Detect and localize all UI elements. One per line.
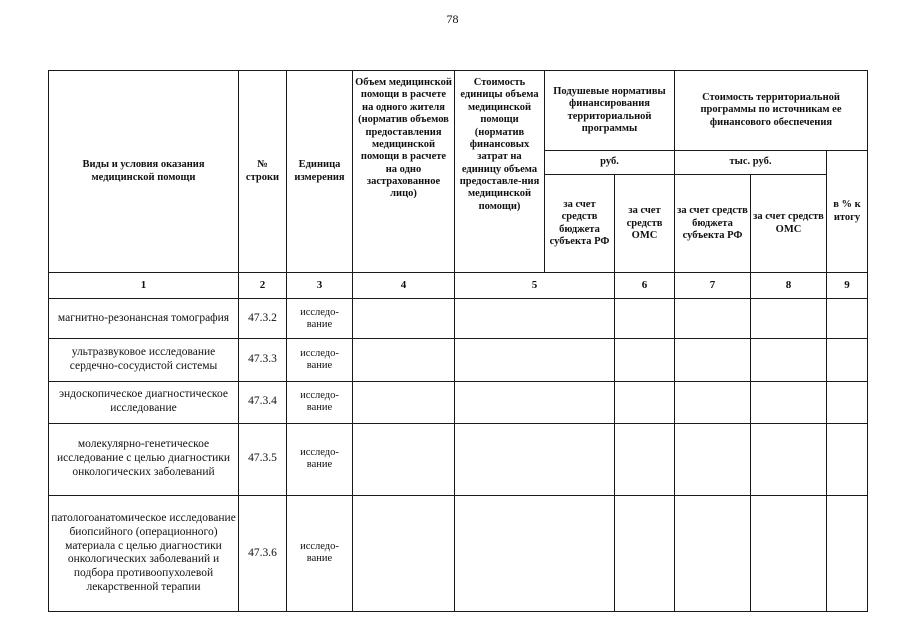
column-number: 4 <box>353 273 455 299</box>
page-number: 78 <box>446 12 459 26</box>
column-number: 2 <box>239 273 287 299</box>
column-number: 5 <box>455 273 615 299</box>
header-kinds: Виды и условия оказания медицинской помощи <box>49 71 239 273</box>
row-name: патологоанатомическое исследование биопсийного (операционного) материала с целью диагностики онкологических заболеваний и подбора противоопухолевой лекарственной терапии <box>49 495 239 611</box>
row-cell-percent <box>827 299 868 339</box>
row-unit: исследо-вание <box>287 423 353 495</box>
row-cell-oms-rub <box>615 423 675 495</box>
table-row <box>49 299 868 339</box>
row-name: молекулярно-генетическое исследование с целью диагностики онкологических заболеваний <box>49 423 239 495</box>
row-code: 47.3.3 <box>239 339 287 381</box>
row-cell-cost <box>455 339 615 381</box>
table-row <box>49 495 868 611</box>
row-cell-oms-thousand <box>751 381 827 423</box>
table-row <box>49 339 868 381</box>
column-number: 6 <box>615 273 675 299</box>
row-name: эндоскопическое диагностическое исследование <box>49 381 239 423</box>
row-cell-cost <box>455 299 615 339</box>
row-cell-oms-thousand <box>751 339 827 381</box>
row-cell-oms-thousand <box>751 423 827 495</box>
row-cell-budget-thousand <box>675 381 751 423</box>
header-percent: в % к итогу <box>827 151 868 273</box>
header-budget-rub: за счет средств бюджета субъекта РФ <box>545 175 615 273</box>
header-oms-rub: за счет средств ОМС <box>615 175 675 273</box>
header-per-capita: Подушевые нормативы финансирования территориальной программы <box>545 71 675 151</box>
row-cell-oms-thousand <box>751 299 827 339</box>
row-cell-cost <box>455 423 615 495</box>
header-oms-thousand: за счет средств ОМС <box>751 175 827 273</box>
table-row <box>49 381 868 423</box>
header-unit-thousand-rub: тыс. руб. <box>675 151 827 175</box>
row-cell-volume <box>353 495 455 611</box>
row-cell-oms-rub <box>615 381 675 423</box>
row-cell-oms-rub <box>615 339 675 381</box>
column-number: 3 <box>287 273 353 299</box>
row-name: магнитно-резонансная томография <box>49 299 239 339</box>
row-cell-percent <box>827 423 868 495</box>
row-cell-percent <box>827 381 868 423</box>
column-number: 8 <box>751 273 827 299</box>
row-cell-volume <box>353 423 455 495</box>
table-row <box>49 423 868 495</box>
header-unit: Единица измерения <box>287 71 353 273</box>
row-unit: исследо-вание <box>287 299 353 339</box>
row-cell-oms-thousand <box>751 495 827 611</box>
header-budget-thousand: за счет средств бюджета субъекта РФ <box>675 175 751 273</box>
row-code: 47.3.2 <box>239 299 287 339</box>
header-row-number: № строки <box>239 71 287 273</box>
row-name: ультразвуковое исследование сердечно-сосудистой системы <box>49 339 239 381</box>
row-cell-oms-rub <box>615 299 675 339</box>
row-cell-cost <box>455 381 615 423</box>
row-cell-volume <box>353 381 455 423</box>
row-cell-volume <box>353 339 455 381</box>
column-number: 1 <box>49 273 239 299</box>
header-cost: Стоимость единицы объема медицинской помощи (норматив финансовых затрат на единицу объема предоставле-ния медицинской помощи) <box>455 71 545 273</box>
row-code: 47.3.5 <box>239 423 287 495</box>
row-cell-budget-thousand <box>675 299 751 339</box>
row-cell-oms-rub <box>615 495 675 611</box>
row-cell-cost <box>455 495 615 611</box>
row-cell-budget-thousand <box>675 423 751 495</box>
row-code: 47.3.6 <box>239 495 287 611</box>
column-number: 9 <box>827 273 868 299</box>
row-cell-budget-thousand <box>675 339 751 381</box>
row-unit: исследо-вание <box>287 381 353 423</box>
row-cell-percent <box>827 495 868 611</box>
row-code: 47.3.4 <box>239 381 287 423</box>
row-unit: исследо-вание <box>287 339 353 381</box>
header-program-cost: Стоимость территориальной программы по источникам ее финансового обеспечения <box>675 71 868 151</box>
row-unit: исследо-вание <box>287 495 353 611</box>
column-number: 7 <box>675 273 751 299</box>
header-unit-rub: руб. <box>545 151 675 175</box>
row-cell-volume <box>353 299 455 339</box>
row-cell-percent <box>827 339 868 381</box>
financing-table <box>48 70 868 612</box>
row-cell-budget-thousand <box>675 495 751 611</box>
header-volume: Объем медицинской помощи в расчете на одного жителя (норматив объемов предоставления медицинской помощи в расчете на одно застрахованное лицо) <box>353 71 455 273</box>
